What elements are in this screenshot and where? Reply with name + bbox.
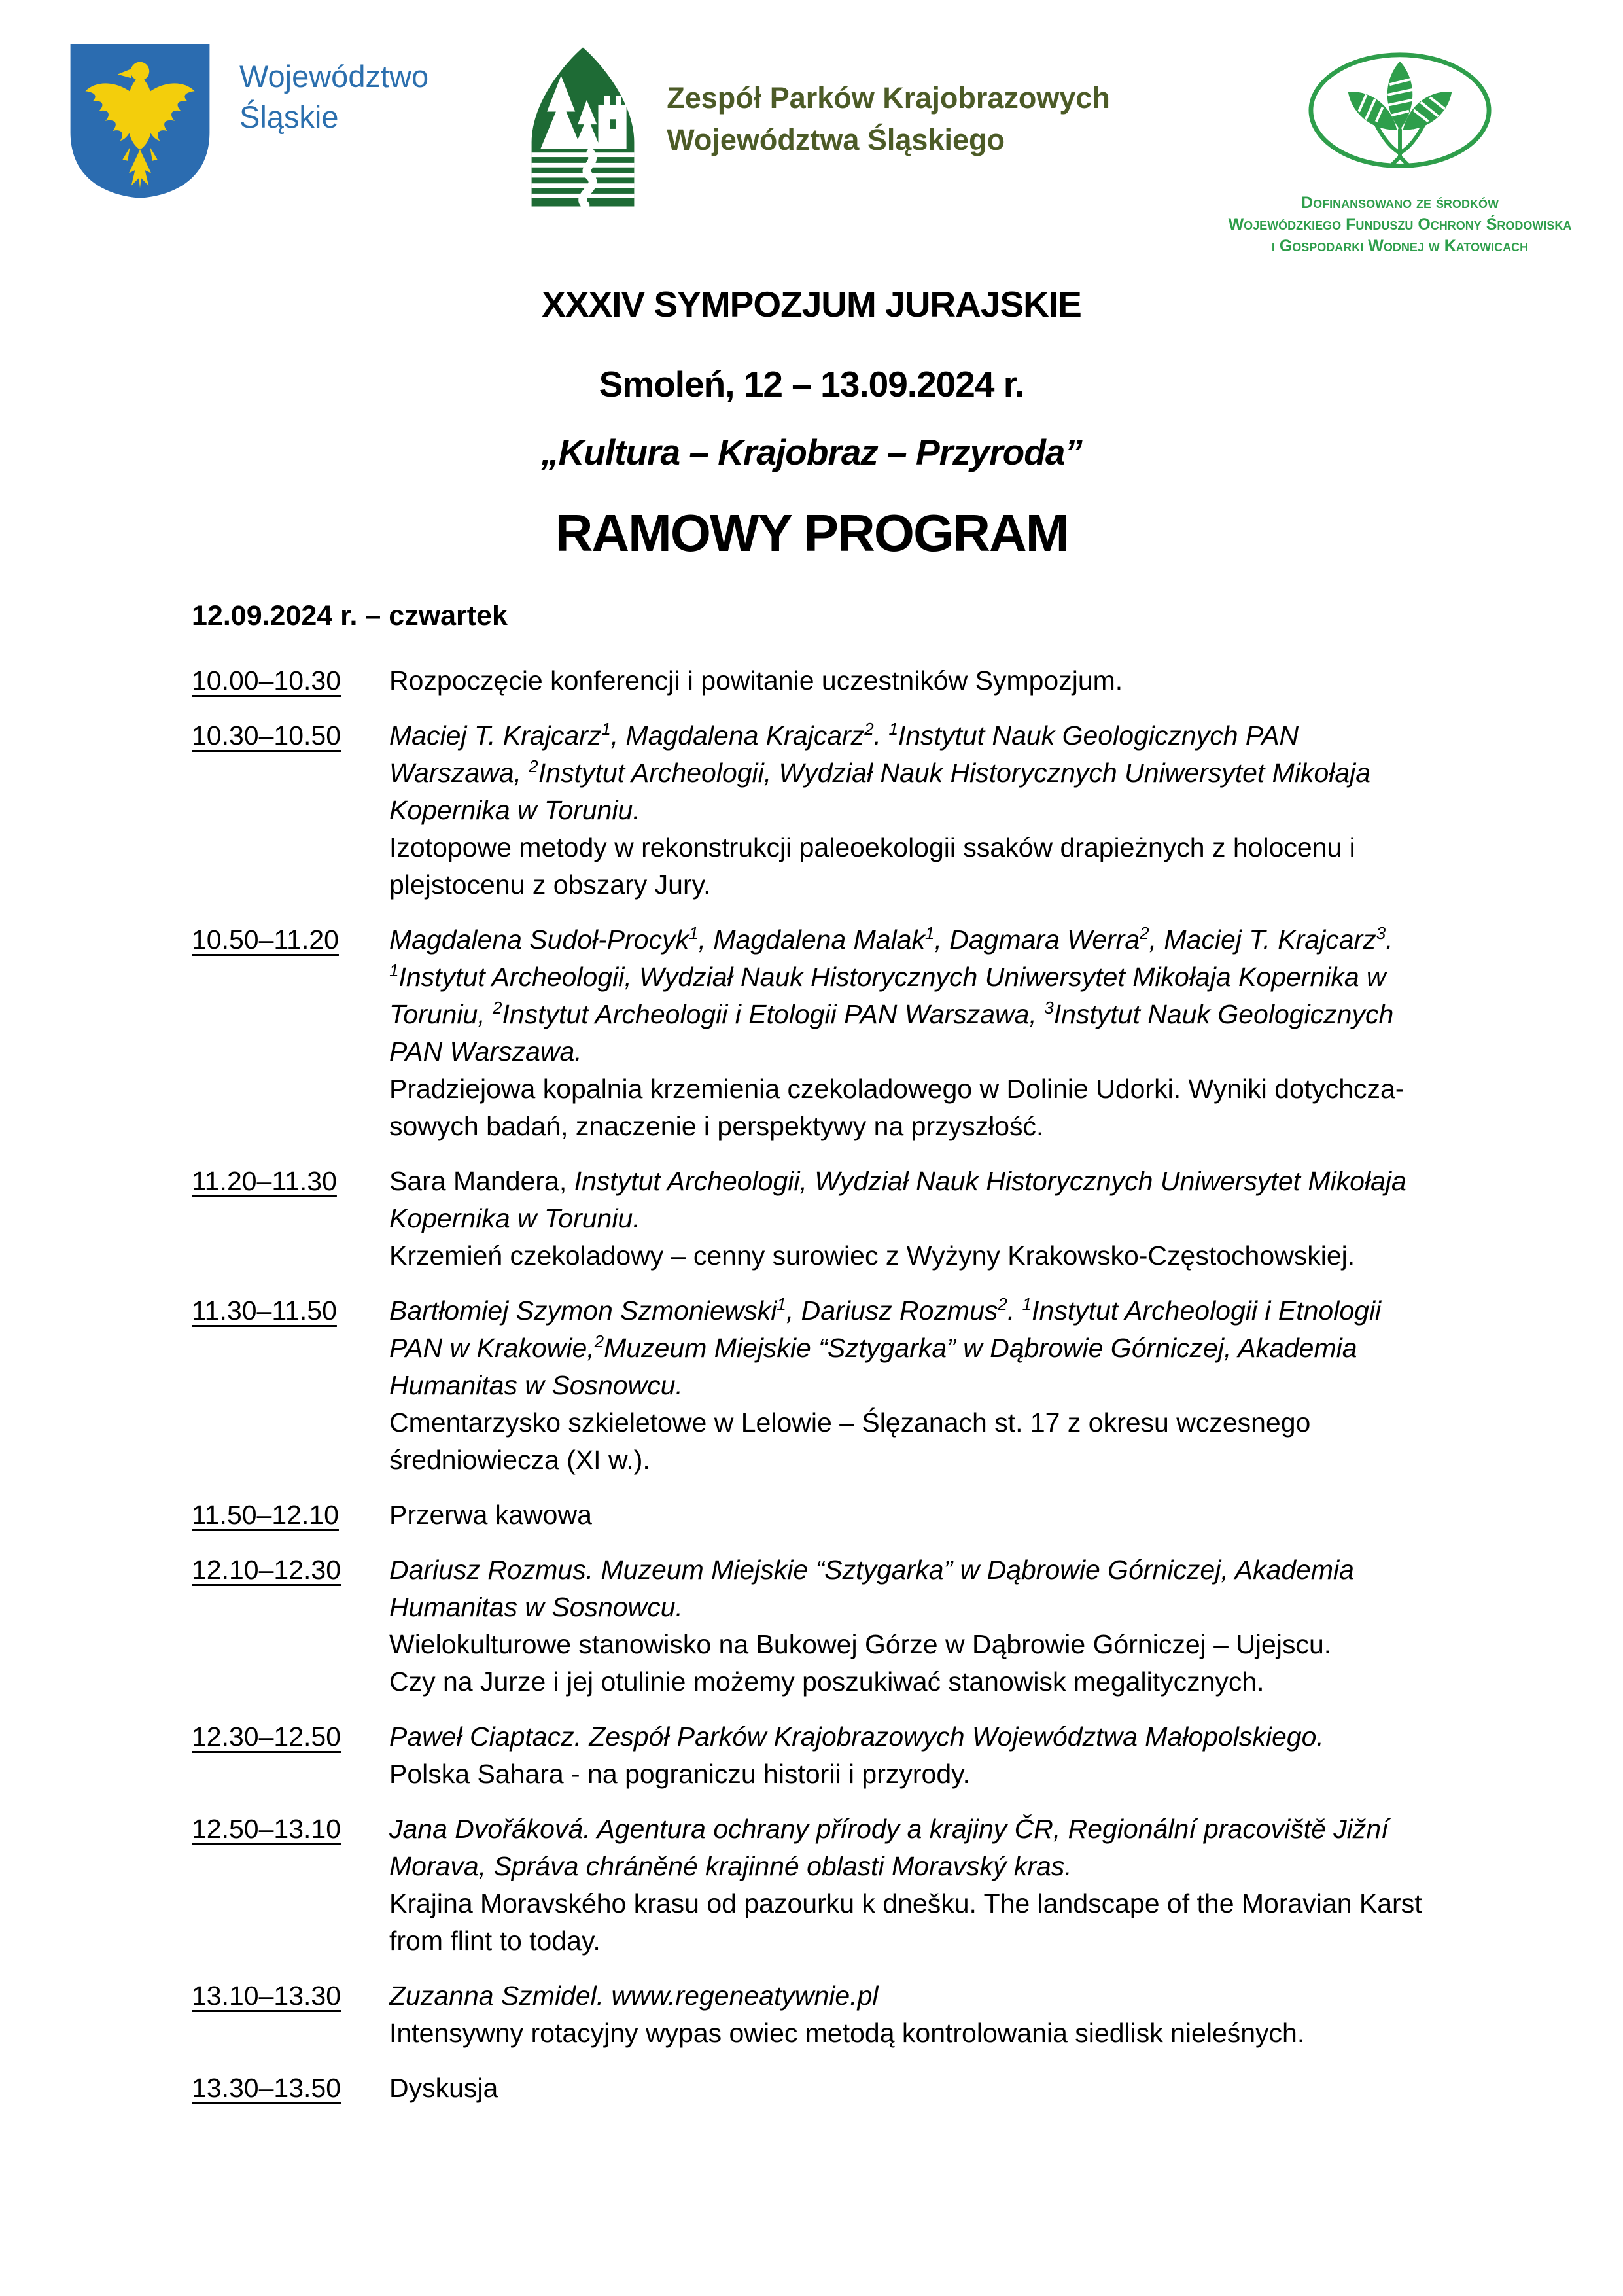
text-segment: Magdalena Sudoł-Procyk bbox=[389, 925, 689, 955]
session-description bbox=[389, 1292, 1436, 1479]
session-description bbox=[389, 1496, 1436, 1534]
footnote-marker: 1 bbox=[601, 719, 611, 739]
schedule-row bbox=[192, 1551, 1436, 1701]
time-cell bbox=[192, 1551, 389, 1701]
text-segment: Krzemień czekoladowy – cenny surowiec z Wyżyny Krakowsko-Częstochowskiej. bbox=[389, 1241, 1355, 1271]
footnote-marker: 2 bbox=[594, 1332, 604, 1351]
text-segment: Instytut Archeologii, Wydział Nauk Historycznych Uniwersytet Mikołaja Kopernika w Toruniu. bbox=[389, 1166, 1406, 1233]
time-range: 12.50–13.10 bbox=[192, 1814, 341, 1844]
schedule-row bbox=[192, 1718, 1436, 1793]
text-segment: . bbox=[873, 720, 889, 751]
footnote-marker: 1 bbox=[888, 719, 898, 739]
text-segment: sowych badań, znaczenie i perspektywy na przyszłość. bbox=[389, 1111, 1044, 1141]
session-description bbox=[389, 662, 1436, 699]
text-segment: Instytut Archeologii i Etologii PAN Warszawa, bbox=[502, 999, 1045, 1029]
footnote-marker: 3 bbox=[1044, 998, 1054, 1017]
session-paragraph bbox=[389, 829, 1436, 904]
time-range: 10.30–10.50 bbox=[192, 720, 341, 751]
schedule-row bbox=[192, 1810, 1436, 1960]
time-cell bbox=[192, 2070, 389, 2107]
time-cell bbox=[192, 717, 389, 904]
symposium-title: XXXIV SYMPOZJUM JURAJSKIE bbox=[542, 284, 1081, 325]
text-segment: Zuzanna Szmidel. www.regeneatywnie.pl bbox=[389, 1981, 879, 2011]
text-segment: Dariusz Rozmus. Muzeum Miejskie “Sztygarka” w Dąbrowie Górniczej, Akademia Humanitas w Sosnowcu. bbox=[389, 1555, 1354, 1622]
footnote-marker: 3 bbox=[1376, 923, 1386, 943]
time-cell bbox=[192, 1292, 389, 1479]
time-cell bbox=[192, 921, 389, 1145]
text-segment: Czy na Jurze i jej otulinie możemy poszukiwać stanowisk megalitycznych. bbox=[389, 1667, 1265, 1697]
schedule-row bbox=[192, 1496, 1436, 1534]
silesia-logo-text bbox=[239, 56, 428, 202]
parks-arch-icon bbox=[519, 43, 647, 211]
session-description bbox=[389, 2070, 1436, 2107]
footnote-marker: 2 bbox=[998, 1294, 1007, 1314]
time-range: 10.50–11.20 bbox=[192, 925, 339, 955]
session-paragraph bbox=[389, 662, 1436, 699]
time-range: 13.30–13.50 bbox=[192, 2073, 341, 2103]
parks-logo-text bbox=[667, 77, 1110, 211]
text-segment: Instytut Archeologii, Wydział Nauk Historycznych Uniwersytet Mikołaja Kopernika w Toruniu, bbox=[389, 962, 1386, 1029]
time-cell bbox=[192, 1496, 389, 1534]
text-segment: Przerwa kawowa bbox=[389, 1500, 592, 1530]
fund-leaves-icon bbox=[1302, 47, 1498, 186]
silesia-logo-line2: Śląskie bbox=[239, 99, 339, 135]
schedule-row bbox=[192, 2070, 1436, 2107]
time-range: 13.10–13.30 bbox=[192, 1981, 341, 2011]
parks-logo-line2: Województwa Śląskiego bbox=[667, 122, 1005, 156]
session-description bbox=[389, 1718, 1436, 1793]
day-header: 12.09.2024 r. – czwartek bbox=[192, 600, 508, 631]
footnote-marker: 1 bbox=[689, 923, 699, 943]
text-segment: Jana Dvořáková. Agentura ochrany přírody a krajiny ČR, Regionální pracoviště Jižní Morava, Správa chráněné krajinné oblasti Moravský kras. bbox=[389, 1814, 1389, 1881]
text-segment: , Magdalena Malak bbox=[698, 925, 925, 955]
fund-logo-text bbox=[1229, 192, 1572, 257]
text-segment: Intensywny rotacyjny wypas owiec metodą kontrolowania siedlisk nieleśnych. bbox=[389, 2018, 1305, 2048]
text-segment: Paweł Ciaptacz. Zespół Parków Krajobrazowych Województwa Małopolskiego. bbox=[389, 1722, 1324, 1752]
time-range: 11.20–11.30 bbox=[192, 1166, 337, 1196]
text-segment: , Dariusz Rozmus bbox=[786, 1296, 998, 1326]
fund-logo-line3: i Gospodarki Wodnej w Katowicach bbox=[1271, 237, 1529, 255]
session-paragraph bbox=[389, 1070, 1436, 1145]
footnote-marker: 2 bbox=[864, 719, 874, 739]
session-paragraph bbox=[389, 1237, 1436, 1275]
session-paragraph bbox=[389, 1404, 1436, 1479]
symposium-date-place: Smoleń, 12 – 13.09.2024 r. bbox=[599, 364, 1024, 404]
fund-logo-line2: Wojewódzkiego Funduszu Ochrony Środowiska bbox=[1228, 215, 1572, 234]
title-block bbox=[0, 283, 1623, 563]
session-paragraph bbox=[389, 1718, 1436, 1756]
session-paragraph bbox=[389, 921, 1436, 1070]
footnote-marker: 1 bbox=[777, 1294, 786, 1314]
footnote-marker: 1 bbox=[389, 961, 399, 980]
session-paragraph bbox=[389, 1626, 1436, 1701]
footnote-marker: 2 bbox=[493, 998, 502, 1017]
fund-logo-line1: Dofinansowano ze środków bbox=[1301, 194, 1499, 212]
header-logos bbox=[0, 0, 1623, 257]
time-range: 12.10–12.30 bbox=[192, 1555, 341, 1585]
time-range: 11.30–11.50 bbox=[192, 1296, 337, 1326]
silesia-logo-line1: Województwo bbox=[239, 59, 429, 94]
session-description bbox=[389, 921, 1436, 1145]
text-segment: Maciej T. Krajcarz bbox=[389, 720, 602, 751]
session-paragraph bbox=[389, 2070, 1436, 2107]
session-paragraph bbox=[389, 1496, 1436, 1534]
text-segment: Dyskusja bbox=[389, 2073, 498, 2103]
schedule-section bbox=[0, 600, 1623, 2107]
time-range: 10.00–10.30 bbox=[192, 665, 341, 696]
session-paragraph bbox=[389, 1977, 1436, 2015]
text-segment: Krajina Moravského krasu od pazourku k dnešku. The landscape of the Moravian Karst from flint to today. bbox=[389, 1888, 1422, 1956]
parks-logo-line1: Zespół Parków Krajobrazowych bbox=[667, 81, 1110, 115]
time-cell bbox=[192, 662, 389, 699]
program-heading: RAMOWY PROGRAM bbox=[555, 504, 1068, 562]
text-segment: Instytut Archeologii, Wydział Nauk Historycznych Uniwersytet Mikołaja Kopernika w Toruniu. bbox=[389, 758, 1371, 825]
session-paragraph bbox=[389, 1756, 1436, 1793]
session-paragraph bbox=[389, 1885, 1436, 1960]
time-cell bbox=[192, 1977, 389, 2052]
silesia-voivodeship-logo bbox=[65, 38, 428, 202]
schedule-row bbox=[192, 717, 1436, 904]
time-cell bbox=[192, 1810, 389, 1960]
session-paragraph bbox=[389, 717, 1436, 829]
symposium-motto: „Kultura – Krajobraz – Przyroda” bbox=[541, 432, 1082, 472]
text-segment: Muzeum Miejskie “Sztygarka” w Dąbrowie Górniczej, Akademia Humanitas w Sosnowcu. bbox=[389, 1333, 1357, 1400]
schedule-row bbox=[192, 1977, 1436, 2052]
session-paragraph bbox=[389, 1292, 1436, 1404]
footnote-marker: 1 bbox=[1022, 1294, 1032, 1314]
footnote-marker: 2 bbox=[1140, 923, 1149, 943]
text-segment: Instytut Nauk Geologicznych PAN Warszawa, bbox=[389, 720, 1299, 788]
environment-fund-logo bbox=[1200, 47, 1599, 257]
schedule-row bbox=[192, 921, 1436, 1145]
text-segment: , Maciej T. Krajcarz bbox=[1149, 925, 1376, 955]
text-segment: . bbox=[1007, 1296, 1022, 1326]
session-paragraph bbox=[389, 2015, 1436, 2052]
text-segment: Wielokulturowe stanowisko na Bukowej Górze w Dąbrowie Górniczej – Ujejscu. bbox=[389, 1629, 1332, 1659]
session-description bbox=[389, 1810, 1436, 1960]
session-description bbox=[389, 1163, 1436, 1275]
session-paragraph bbox=[389, 1551, 1436, 1626]
text-segment: Izotopowe metody w rekonstrukcji paleoekologii ssaków drapieżnych z holocenu i plejstocenu z obszary Jury. bbox=[389, 832, 1355, 900]
text-segment: Instytut Archeologii i Etnologii PAN w Krakowie, bbox=[389, 1296, 1382, 1363]
time-range: 11.50–12.10 bbox=[192, 1500, 339, 1530]
session-paragraph bbox=[389, 1163, 1436, 1237]
time-range: 12.30–12.50 bbox=[192, 1722, 341, 1752]
schedule-list bbox=[192, 662, 1436, 2107]
time-cell bbox=[192, 1163, 389, 1275]
footnote-marker: 2 bbox=[529, 756, 538, 776]
text-segment: Instytut Nauk Geologicznych PAN Warszawa. bbox=[389, 999, 1394, 1067]
silesia-coat-of-arms-icon bbox=[65, 38, 215, 202]
text-segment: Rozpoczęcie konferencji i powitanie uczestników Sympozjum. bbox=[389, 665, 1123, 696]
text-segment: Cmentarzysko szkieletowe w Lelowie – Ślęzanach st. 17 z okresu wczesnego średniowiecza (XI w.). bbox=[389, 1407, 1311, 1475]
schedule-row bbox=[192, 662, 1436, 699]
text-segment: , Dagmara Werra bbox=[934, 925, 1140, 955]
landscape-parks-logo bbox=[519, 43, 1110, 211]
text-segment: Pradziejowa kopalnia krzemienia czekoladowego w Dolinie Udorki. Wyniki dotychcza- bbox=[389, 1074, 1405, 1104]
footnote-marker: 1 bbox=[924, 923, 935, 943]
schedule-row bbox=[192, 1292, 1436, 1479]
session-description bbox=[389, 717, 1436, 904]
session-paragraph bbox=[389, 1810, 1436, 1885]
time-cell bbox=[192, 1718, 389, 1793]
session-description bbox=[389, 1977, 1436, 2052]
text-segment: Bartłomiej Szymon Szmoniewski bbox=[389, 1296, 777, 1326]
text-segment: Polska Sahara - na pograniczu historii i przyrody. bbox=[389, 1759, 970, 1789]
session-description bbox=[389, 1551, 1436, 1701]
text-segment: , Magdalena Krajcarz bbox=[610, 720, 865, 751]
schedule-row bbox=[192, 1163, 1436, 1275]
text-segment: . bbox=[1386, 925, 1393, 955]
text-segment: Sara Mandera, bbox=[389, 1166, 574, 1196]
